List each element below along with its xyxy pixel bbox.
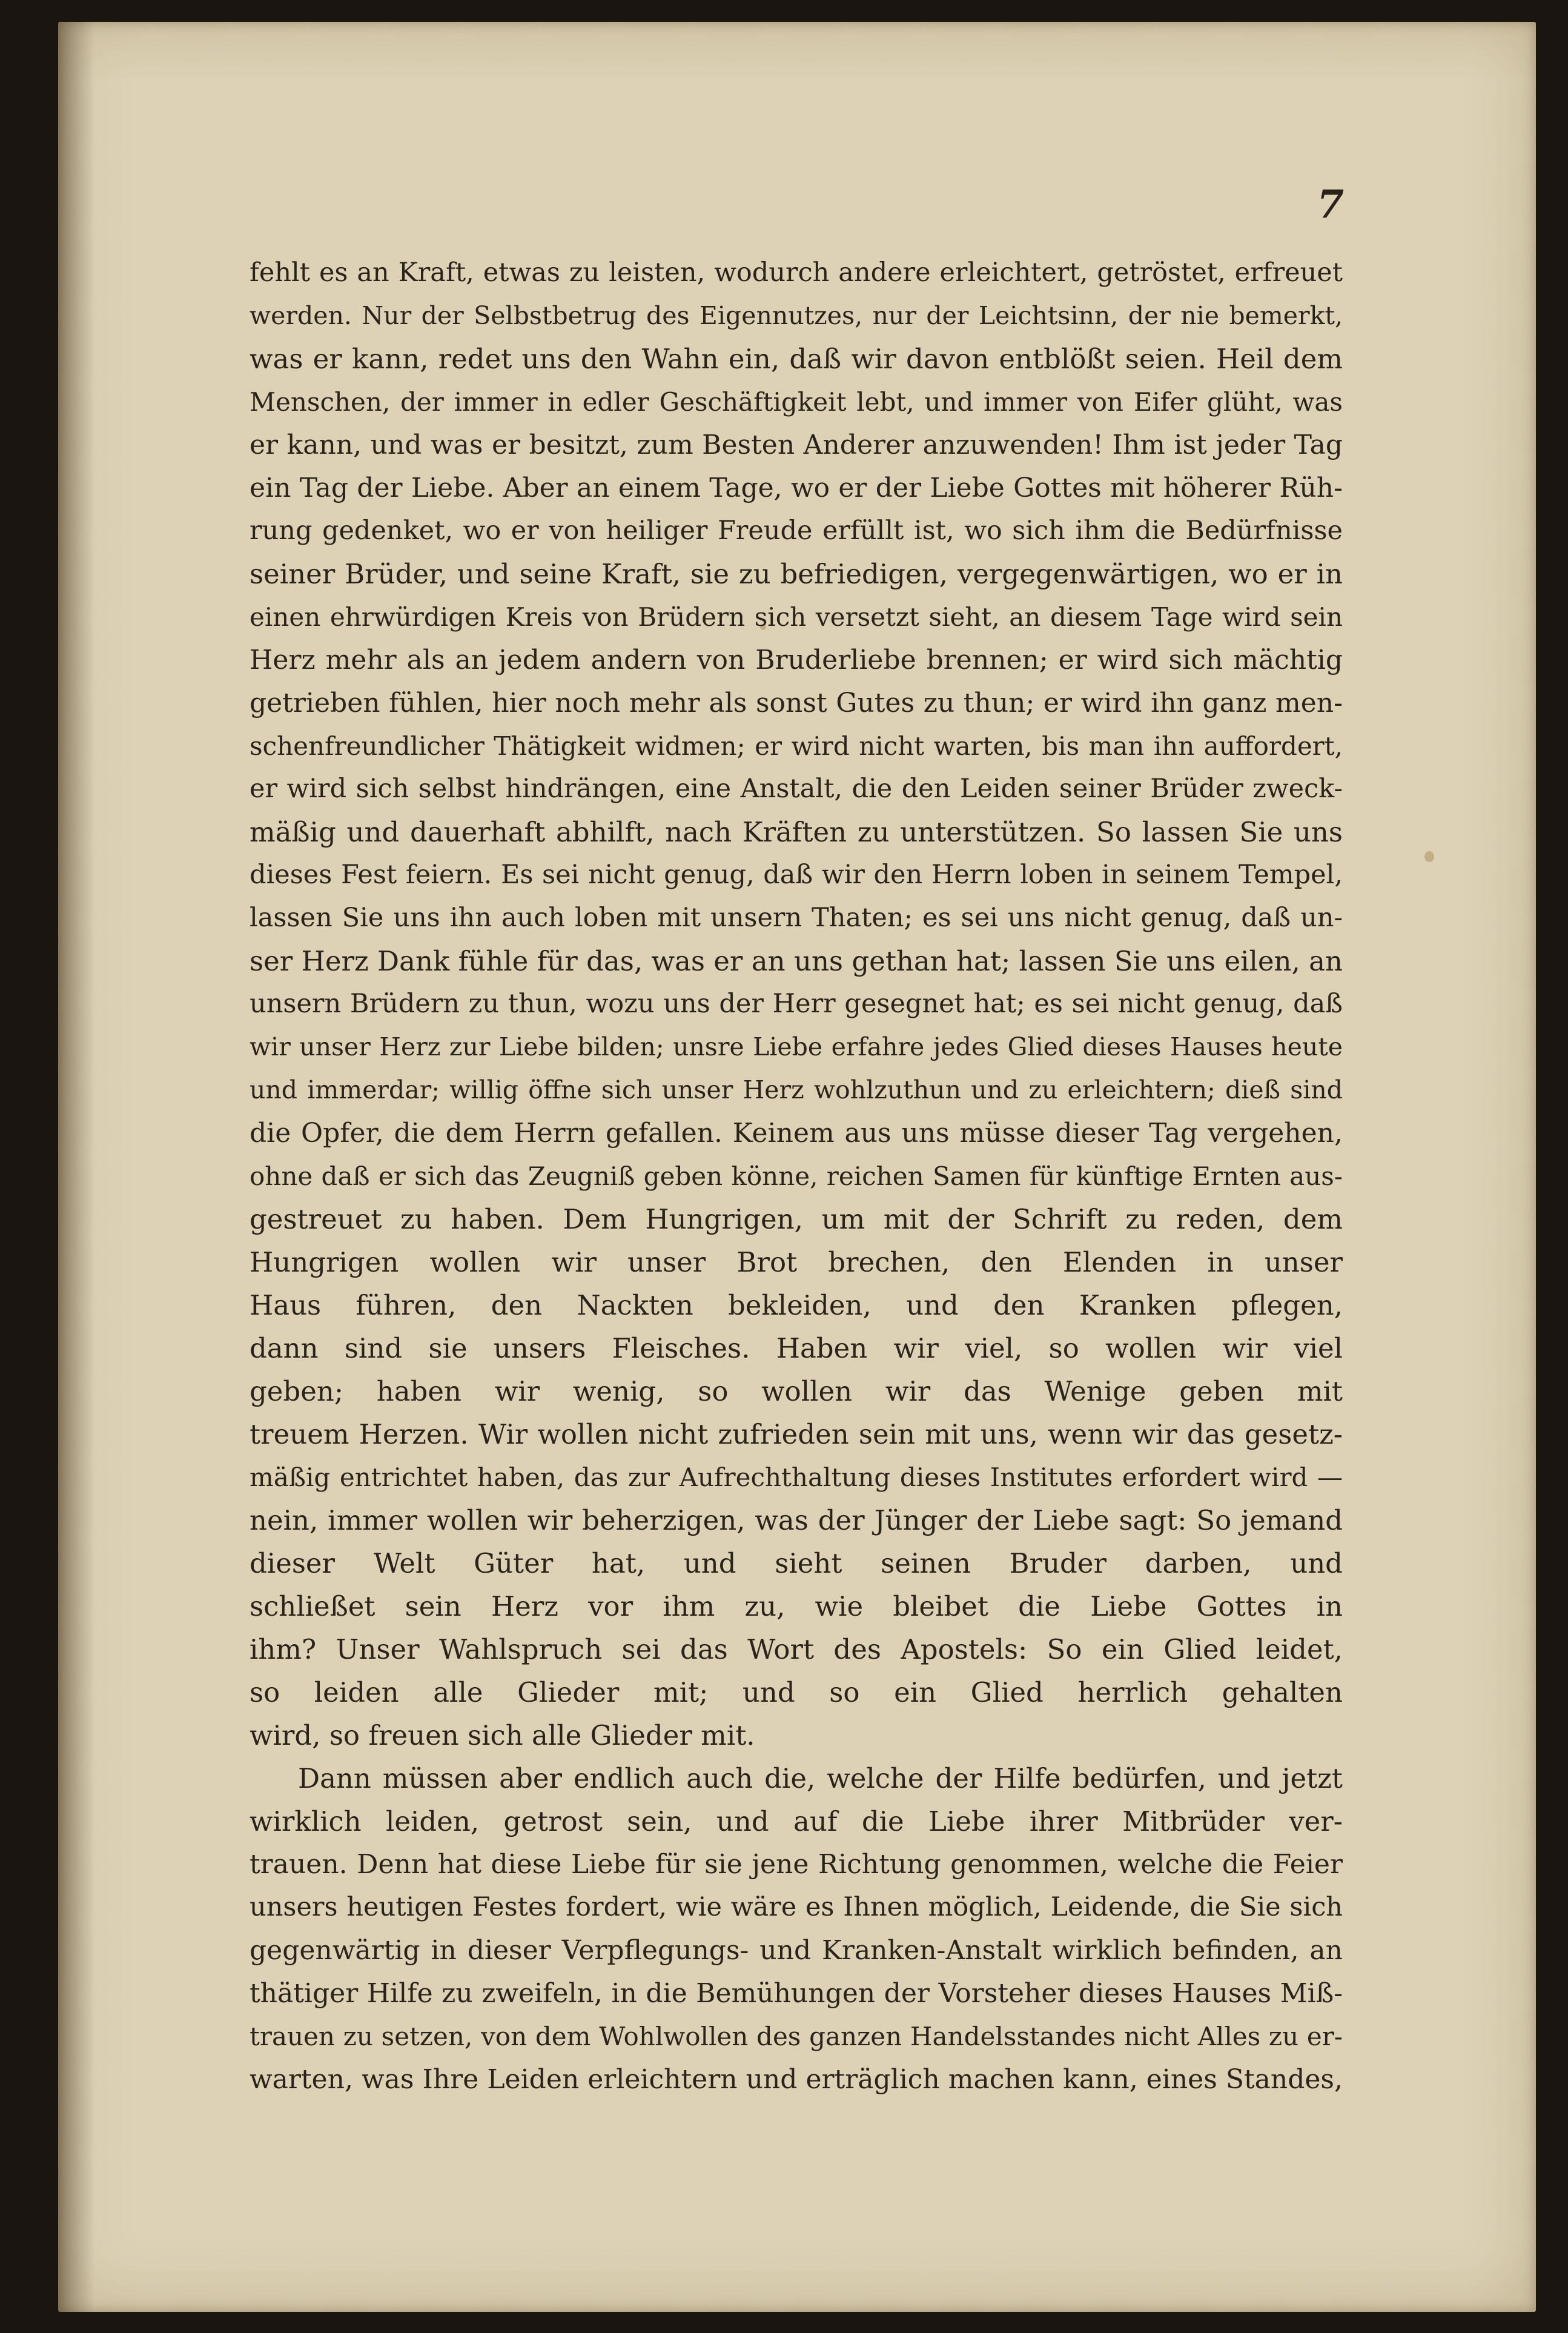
- text-line: trauen. Denn hat diese Liebe für sie jene Richtung genommen, welche die Feier: [250, 1849, 1343, 1880]
- page-number: 7: [1317, 182, 1344, 227]
- text-line: nein, immer wollen wir beherzigen, was der Jünger der Liebe sagt: So jemand: [250, 1504, 1343, 1536]
- text-line: wir unser Herz zur Liebe bilden; unsre Liebe erfahre jedes Glied dieses Hauses heute: [250, 1032, 1343, 1061]
- text-line: und immerdar; willig öffne sich unser Herz wohlzuthun und zu erleichtern; dieß sind: [250, 1075, 1343, 1104]
- text-line: was er kann, redet uns den Wahn ein, daß wir davon entblößt seien. Heil dem: [250, 343, 1343, 375]
- text-line: ein Tag der Liebe. Aber an einem Tage, wo er der Liebe Gottes mit höherer Rüh-: [250, 473, 1343, 503]
- text-line: dann sind sie unsers Fleisches. Haben wir viel, so wollen wir viel: [250, 1332, 1343, 1364]
- page-stain: [1424, 851, 1434, 862]
- text-line: schließet sein Herz vor ihm zu, wie bleibet die Liebe Gottes in: [250, 1590, 1343, 1622]
- text-line: trauen zu setzen, von dem Wohlwollen des ganzen Handelsstandes nicht Alles zu er-: [250, 2022, 1343, 2051]
- text-line: fehlt es an Kraft, etwas zu leisten, wodurch andere erleichtert, getröstet, erfreuet: [250, 257, 1343, 288]
- text-line: Hungrigen wollen wir unser Brot brechen, den Elenden in unser: [250, 1246, 1343, 1278]
- text-line: ohne daß er sich das Zeugniß geben könne, reichen Samen für künftige Ernten aus-: [250, 1161, 1343, 1191]
- text-line: so leiden alle Glieder mit; und so ein Glied herrlich gehalten: [250, 1676, 1343, 1708]
- text-line: rung gedenket, wo er von heiliger Freude erfüllt ist, wo sich ihm die Bedürfnisse: [250, 516, 1343, 546]
- text-line: einen ehrwürdigen Kreis von Brüdern sich versetzt sieht, an diesem Tage wird sein: [250, 602, 1343, 632]
- text-line: geben; haben wir wenig, so wollen wir das Wenige geben mit: [250, 1375, 1343, 1407]
- text-line: ihm? Unser Wahlspruch sei das Wort des Apostels: So ein Glied leidet,: [250, 1633, 1343, 1665]
- paragraph-start-line: Dann müssen aber endlich auch die, welche der Hilfe bedürfen, und jetzt: [298, 1762, 1343, 1794]
- text-line: thätiger Hilfe zu zweifeln, in die Bemühungen der Vorsteher dieses Hauses Miß-: [250, 1978, 1343, 2009]
- text-line: er kann, und was er besitzt, zum Besten Anderer anzuwenden! Ihm ist jeder Tag: [250, 430, 1343, 460]
- text-line: Menschen, der immer in edler Geschäftigkeit lebt, und immer von Eifer glüht, was: [250, 387, 1343, 417]
- text-line: gestreuet zu haben. Dem Hungrigen, um mit der Schrift zu reden, dem: [250, 1203, 1343, 1235]
- text-line: gegenwärtig in dieser Verpflegungs- und Kranken-Anstalt wirklich befinden, an: [250, 1935, 1343, 1966]
- text-line: getrieben fühlen, hier noch mehr als sonst Gutes zu thun; er wird ihn ganz men-: [250, 688, 1343, 718]
- text-line: mäßig und dauerhaft abhilft, nach Kräften zu unterstützen. So lassen Sie uns: [250, 816, 1343, 848]
- text-line: mäßig entrichtet haben, das zur Aufrechthaltung dieses Institutes erfordert wird —: [250, 1462, 1343, 1492]
- text-line: seiner Brüder, und seine Kraft, sie zu befriedigen, vergegenwärtigen, wo er in: [250, 558, 1343, 590]
- text-line: ser Herz Dank fühle für das, was er an uns gethan hat; lassen Sie uns eilen, an: [250, 945, 1343, 977]
- text-line: Haus führen, den Nackten bekleiden, und den Kranken pflegen,: [250, 1289, 1343, 1321]
- text-line: Herz mehr als an jedem andern von Bruderliebe brennen; er wird sich mächtig: [250, 645, 1343, 675]
- text-line: wirklich leiden, getrost sein, und auf die Liebe ihrer Mitbrüder ver-: [250, 1805, 1343, 1837]
- paragraph-end-line: wird, so freuen sich alle Glieder mit.: [250, 1719, 755, 1751]
- body-text: [250, 251, 1343, 2101]
- text-line: unsers heutigen Festes fordert, wie wäre es Ihnen möglich, Leidende, die Sie sich: [250, 1892, 1343, 1922]
- text-line: warten, was Ihre Leiden erleichtern und erträglich machen kann, eines Standes,: [250, 2064, 1343, 2095]
- text-line: werden. Nur der Selbstbetrug des Eigennutzes, nur der Leichtsinn, der nie bemerkt,: [250, 301, 1343, 330]
- text-line: schenfreundlicher Thätigkeit widmen; er wird nicht warten, bis man ihn auffordert,: [250, 731, 1343, 761]
- text-line: lassen Sie uns ihn auch loben mit unsern Thaten; es sei uns nicht genug, daß un-: [250, 903, 1343, 933]
- text-line: dieses Fest feiern. Es sei nicht genug, daß wir den Herrn loben in seinem Tempel,: [250, 860, 1343, 890]
- text-line: er wird sich selbst hindrängen, eine Anstalt, die den Leiden seiner Brüder zweck-: [250, 774, 1343, 804]
- text-line: treuem Herzen. Wir wollen nicht zufrieden sein mit uns, wenn wir das gesetz-: [250, 1418, 1343, 1450]
- text-line: dieser Welt Güter hat, und sieht seinen Bruder darben, und: [250, 1547, 1343, 1579]
- text-line: die Opfer, die dem Herrn gefallen. Keinem aus uns müsse dieser Tag vergehen,: [250, 1118, 1343, 1149]
- gutter-shadow: [58, 22, 94, 2312]
- text-line: unsern Brüdern zu thun, wozu uns der Herr gesegnet hat; es sei nicht genug, daß: [250, 989, 1343, 1019]
